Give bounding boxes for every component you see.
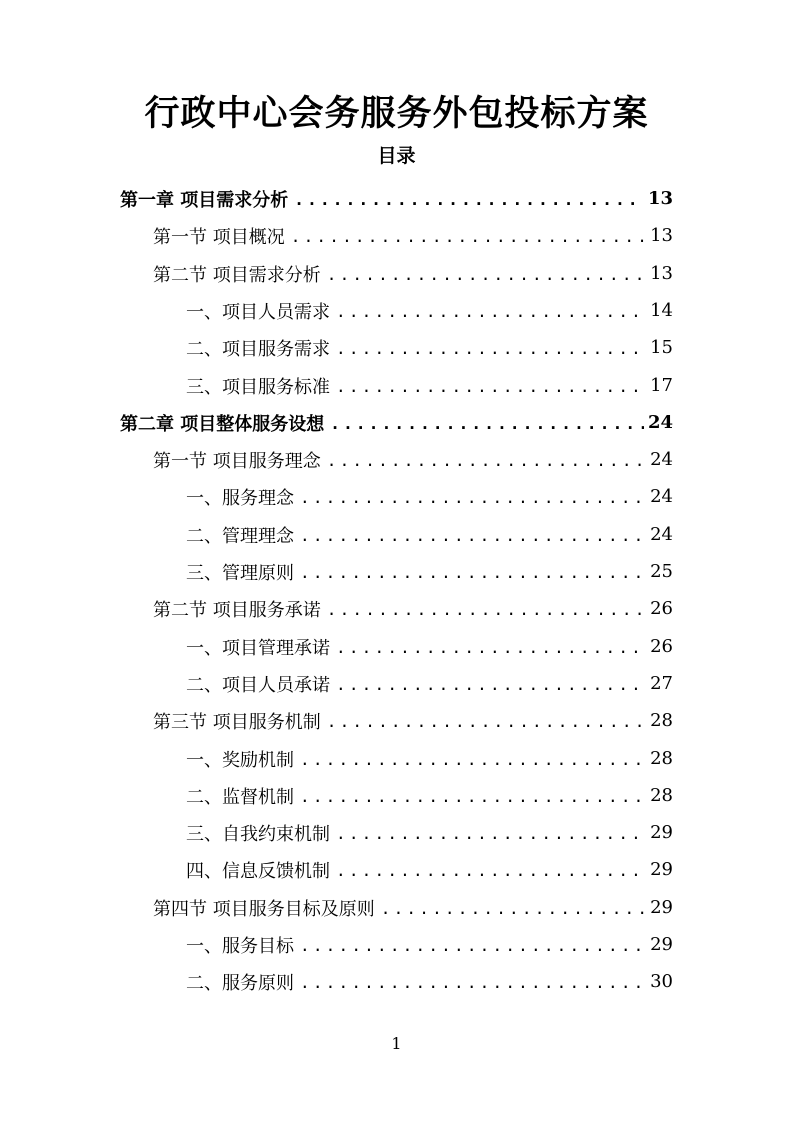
toc-entry-label: 三、自我约束机制 bbox=[186, 823, 330, 845]
toc-entry-label: 一、服务理念 bbox=[186, 487, 294, 509]
toc-entry-page: 29 bbox=[650, 934, 673, 955]
toc-dot-leader bbox=[291, 227, 646, 246]
toc-entry-page: 26 bbox=[650, 636, 673, 657]
toc-dot-leader bbox=[336, 377, 646, 396]
toc-entry-page: 24 bbox=[650, 524, 673, 545]
toc-entry-label: 一、项目人员需求 bbox=[186, 301, 330, 323]
toc-entry-page: 13 bbox=[647, 188, 673, 209]
toc-entry-label: 第二节 项目服务承诺 bbox=[153, 599, 321, 621]
toc-dot-leader bbox=[300, 526, 646, 545]
toc-entry[interactable] bbox=[186, 740, 673, 777]
toc-entry[interactable] bbox=[120, 404, 673, 441]
toc-entry-page: 28 bbox=[650, 785, 673, 806]
toc-dot-leader bbox=[381, 899, 646, 918]
document-title: 行政中心会务服务外包投标方案 bbox=[144, 93, 649, 134]
toc-dot-leader bbox=[336, 861, 646, 880]
toc-entry-page: 17 bbox=[650, 375, 673, 396]
toc-entry-page: 25 bbox=[650, 561, 673, 582]
toc-entry-label: 二、项目服务需求 bbox=[186, 338, 330, 360]
toc-entry-label: 四、信息反馈机制 bbox=[186, 860, 330, 882]
toc-dot-leader bbox=[300, 787, 646, 806]
toc-entry[interactable] bbox=[186, 553, 673, 590]
toc-entry[interactable] bbox=[186, 777, 673, 814]
toc-entry[interactable] bbox=[186, 814, 673, 851]
toc-entry-label: 一、奖励机制 bbox=[186, 749, 294, 771]
toc-dot-leader bbox=[336, 302, 646, 321]
toc-entry[interactable] bbox=[120, 180, 673, 217]
toc-entry-label: 二、服务原则 bbox=[186, 972, 294, 994]
toc-entry[interactable] bbox=[153, 889, 673, 926]
toc-dot-leader bbox=[294, 190, 644, 209]
toc-entry-label: 第一节 项目服务理念 bbox=[153, 450, 321, 472]
toc-entry-label: 第三节 项目服务机制 bbox=[153, 711, 321, 733]
toc-entry-page: 13 bbox=[650, 225, 673, 246]
toc-entry-label: 第二章 项目整体服务设想 bbox=[120, 413, 325, 435]
toc-entry[interactable] bbox=[153, 217, 673, 254]
toc-dot-leader bbox=[330, 414, 644, 433]
toc-dot-leader bbox=[300, 973, 646, 992]
toc-entry-page: 24 bbox=[650, 486, 673, 507]
toc-entry-label: 第四节 项目服务目标及原则 bbox=[153, 898, 375, 920]
toc-entry-page: 14 bbox=[650, 300, 673, 321]
toc-entry[interactable] bbox=[186, 329, 673, 366]
toc-dot-leader bbox=[300, 488, 646, 507]
toc-entry[interactable] bbox=[186, 665, 673, 702]
toc-entry-page: 27 bbox=[650, 673, 673, 694]
toc-entry-label: 第一章 项目需求分析 bbox=[120, 189, 289, 211]
toc-entry[interactable] bbox=[153, 702, 673, 739]
toc-entry-page: 24 bbox=[650, 449, 673, 470]
toc-entry-label: 三、项目服务标准 bbox=[186, 376, 330, 398]
toc-entry-page: 15 bbox=[650, 337, 673, 358]
toc-entry-page: 28 bbox=[650, 748, 673, 769]
toc-dot-leader bbox=[327, 600, 646, 619]
toc-entry-page: 26 bbox=[650, 598, 673, 619]
toc-entry[interactable] bbox=[186, 963, 673, 1000]
page-number: 1 bbox=[391, 1034, 402, 1053]
toc-dot-leader bbox=[336, 824, 646, 843]
toc-entry[interactable] bbox=[153, 441, 673, 478]
toc-dot-leader bbox=[336, 675, 646, 694]
toc-entry[interactable] bbox=[153, 255, 673, 292]
toc-dot-leader bbox=[300, 563, 646, 582]
toc-entry-page: 29 bbox=[650, 897, 673, 918]
toc-dot-leader bbox=[327, 451, 646, 470]
toc-dot-leader bbox=[336, 638, 646, 657]
toc-entry[interactable] bbox=[186, 851, 673, 888]
toc-entry[interactable] bbox=[186, 367, 673, 404]
toc-entry[interactable] bbox=[186, 478, 673, 515]
toc-entry-label: 三、管理原则 bbox=[186, 562, 294, 584]
toc-entry-label: 二、监督机制 bbox=[186, 786, 294, 808]
toc-entry-page: 30 bbox=[650, 971, 673, 992]
toc-dot-leader bbox=[300, 750, 646, 769]
toc-dot-leader bbox=[300, 936, 646, 955]
toc-entry-page: 13 bbox=[650, 263, 673, 284]
toc-heading: 目录 bbox=[377, 145, 416, 167]
toc-dot-leader bbox=[327, 265, 646, 284]
toc-entry-page: 29 bbox=[650, 822, 673, 843]
toc-entry-page: 28 bbox=[650, 710, 673, 731]
toc-entry-label: 第一节 项目概况 bbox=[153, 226, 285, 248]
toc-entry-label: 二、管理理念 bbox=[186, 525, 294, 547]
toc-entry[interactable] bbox=[186, 292, 673, 329]
toc-entry[interactable] bbox=[186, 628, 673, 665]
toc-entry-label: 一、项目管理承诺 bbox=[186, 637, 330, 659]
toc-entry-page: 29 bbox=[650, 859, 673, 880]
toc-entry[interactable] bbox=[186, 926, 673, 963]
toc-entry[interactable] bbox=[153, 590, 673, 627]
toc-dot-leader bbox=[327, 712, 646, 731]
toc-entry[interactable] bbox=[186, 516, 673, 553]
toc-entry-page: 24 bbox=[647, 412, 673, 433]
toc-entry-label: 二、项目人员承诺 bbox=[186, 674, 330, 696]
toc-dot-leader bbox=[336, 339, 646, 358]
toc-entry-label: 第二节 项目需求分析 bbox=[153, 264, 321, 286]
toc-entry-label: 一、服务目标 bbox=[186, 935, 294, 957]
